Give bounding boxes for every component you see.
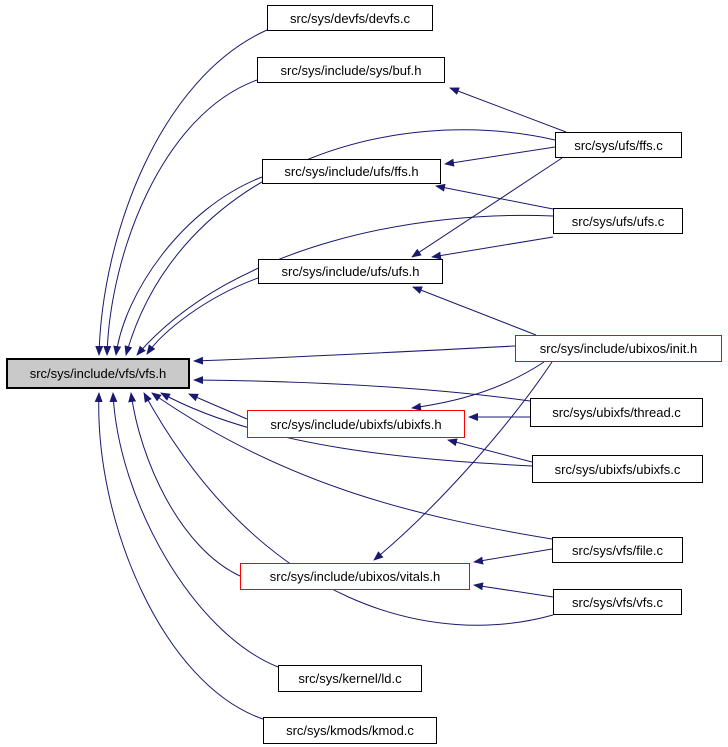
node-src-sys-kmods-kmod-c[interactable]: src/sys/kmods/kmod.c: [263, 717, 437, 744]
node-src-sys-include-ubixos-init-h[interactable]: src/sys/include/ubixos/init.h: [515, 335, 722, 362]
edge-init-h-to-ufs-h: [413, 287, 536, 335]
edge-file-c-to-vitals-h: [474, 549, 552, 562]
node-src-sys-ubixfs-ubixfs-c[interactable]: src/sys/ubixfs/ubixfs.c: [532, 455, 703, 483]
edge-ufs-c-to-vfs-h: [137, 215, 553, 355]
node-src-sys-include-ubixfs-ubixfs-h[interactable]: src/sys/include/ubixfs/ubixfs.h: [247, 410, 465, 438]
edge-ufs-c-to-ufs-h: [432, 237, 553, 257]
edge-ufs-c-to-ffs-h: [436, 186, 553, 209]
edge-kmod-c-to-vfs-h: [99, 393, 263, 719]
node-src-sys-include-vfs-vfs-h-main: src/sys/include/vfs/vfs.h: [6, 358, 190, 389]
edge-ubixfs-h-to-vfs-h: [189, 394, 247, 419]
node-src-sys-kernel-ld-c[interactable]: src/sys/kernel/ld.c: [278, 665, 422, 692]
edge-init-h-to-vfs-h: [194, 346, 515, 361]
edge-buf-h-to-vfs-h: [107, 80, 257, 355]
edge-ffs-c-to-buf-h: [450, 88, 566, 132]
node-src-sys-include-sys-buf-h[interactable]: src/sys/include/sys/buf.h: [257, 57, 445, 83]
node-src-sys-vfs-vfs-c[interactable]: src/sys/vfs/vfs.c: [553, 589, 682, 615]
node-src-sys-include-ufs-ufs-h[interactable]: src/sys/include/ufs/ufs.h: [258, 259, 443, 284]
node-src-sys-vfs-file-c[interactable]: src/sys/vfs/file.c: [552, 537, 683, 563]
edge-init-h-to-vitals-h: [374, 362, 552, 560]
node-src-sys-include-ubixos-vitals-h[interactable]: src/sys/include/ubixos/vitals.h: [240, 563, 470, 590]
node-src-sys-ubixfs-thread-c[interactable]: src/sys/ubixfs/thread.c: [530, 398, 703, 427]
node-src-sys-include-ufs-ffs-h[interactable]: src/sys/include/ufs/ffs.h: [262, 159, 441, 184]
node-src-sys-ufs-ufs-c[interactable]: src/sys/ufs/ufs.c: [553, 208, 683, 234]
node-src-sys-devfs-devfs-c[interactable]: src/sys/devfs/devfs.c: [267, 5, 433, 31]
edge-ffs-h-to-vfs-h: [116, 177, 262, 355]
edge-thread-c-to-vfs-h: [194, 380, 530, 401]
node-src-sys-ufs-ffs-c[interactable]: src/sys/ufs/ffs.c: [555, 132, 682, 158]
edge-ffs-c-to-ffs-h: [445, 147, 555, 164]
edge-devfs-c-to-vfs-h: [99, 30, 267, 355]
edge-vfs-c-to-vitals-h: [474, 585, 553, 597]
edge-ufs-h-to-vfs-h: [147, 278, 258, 354]
